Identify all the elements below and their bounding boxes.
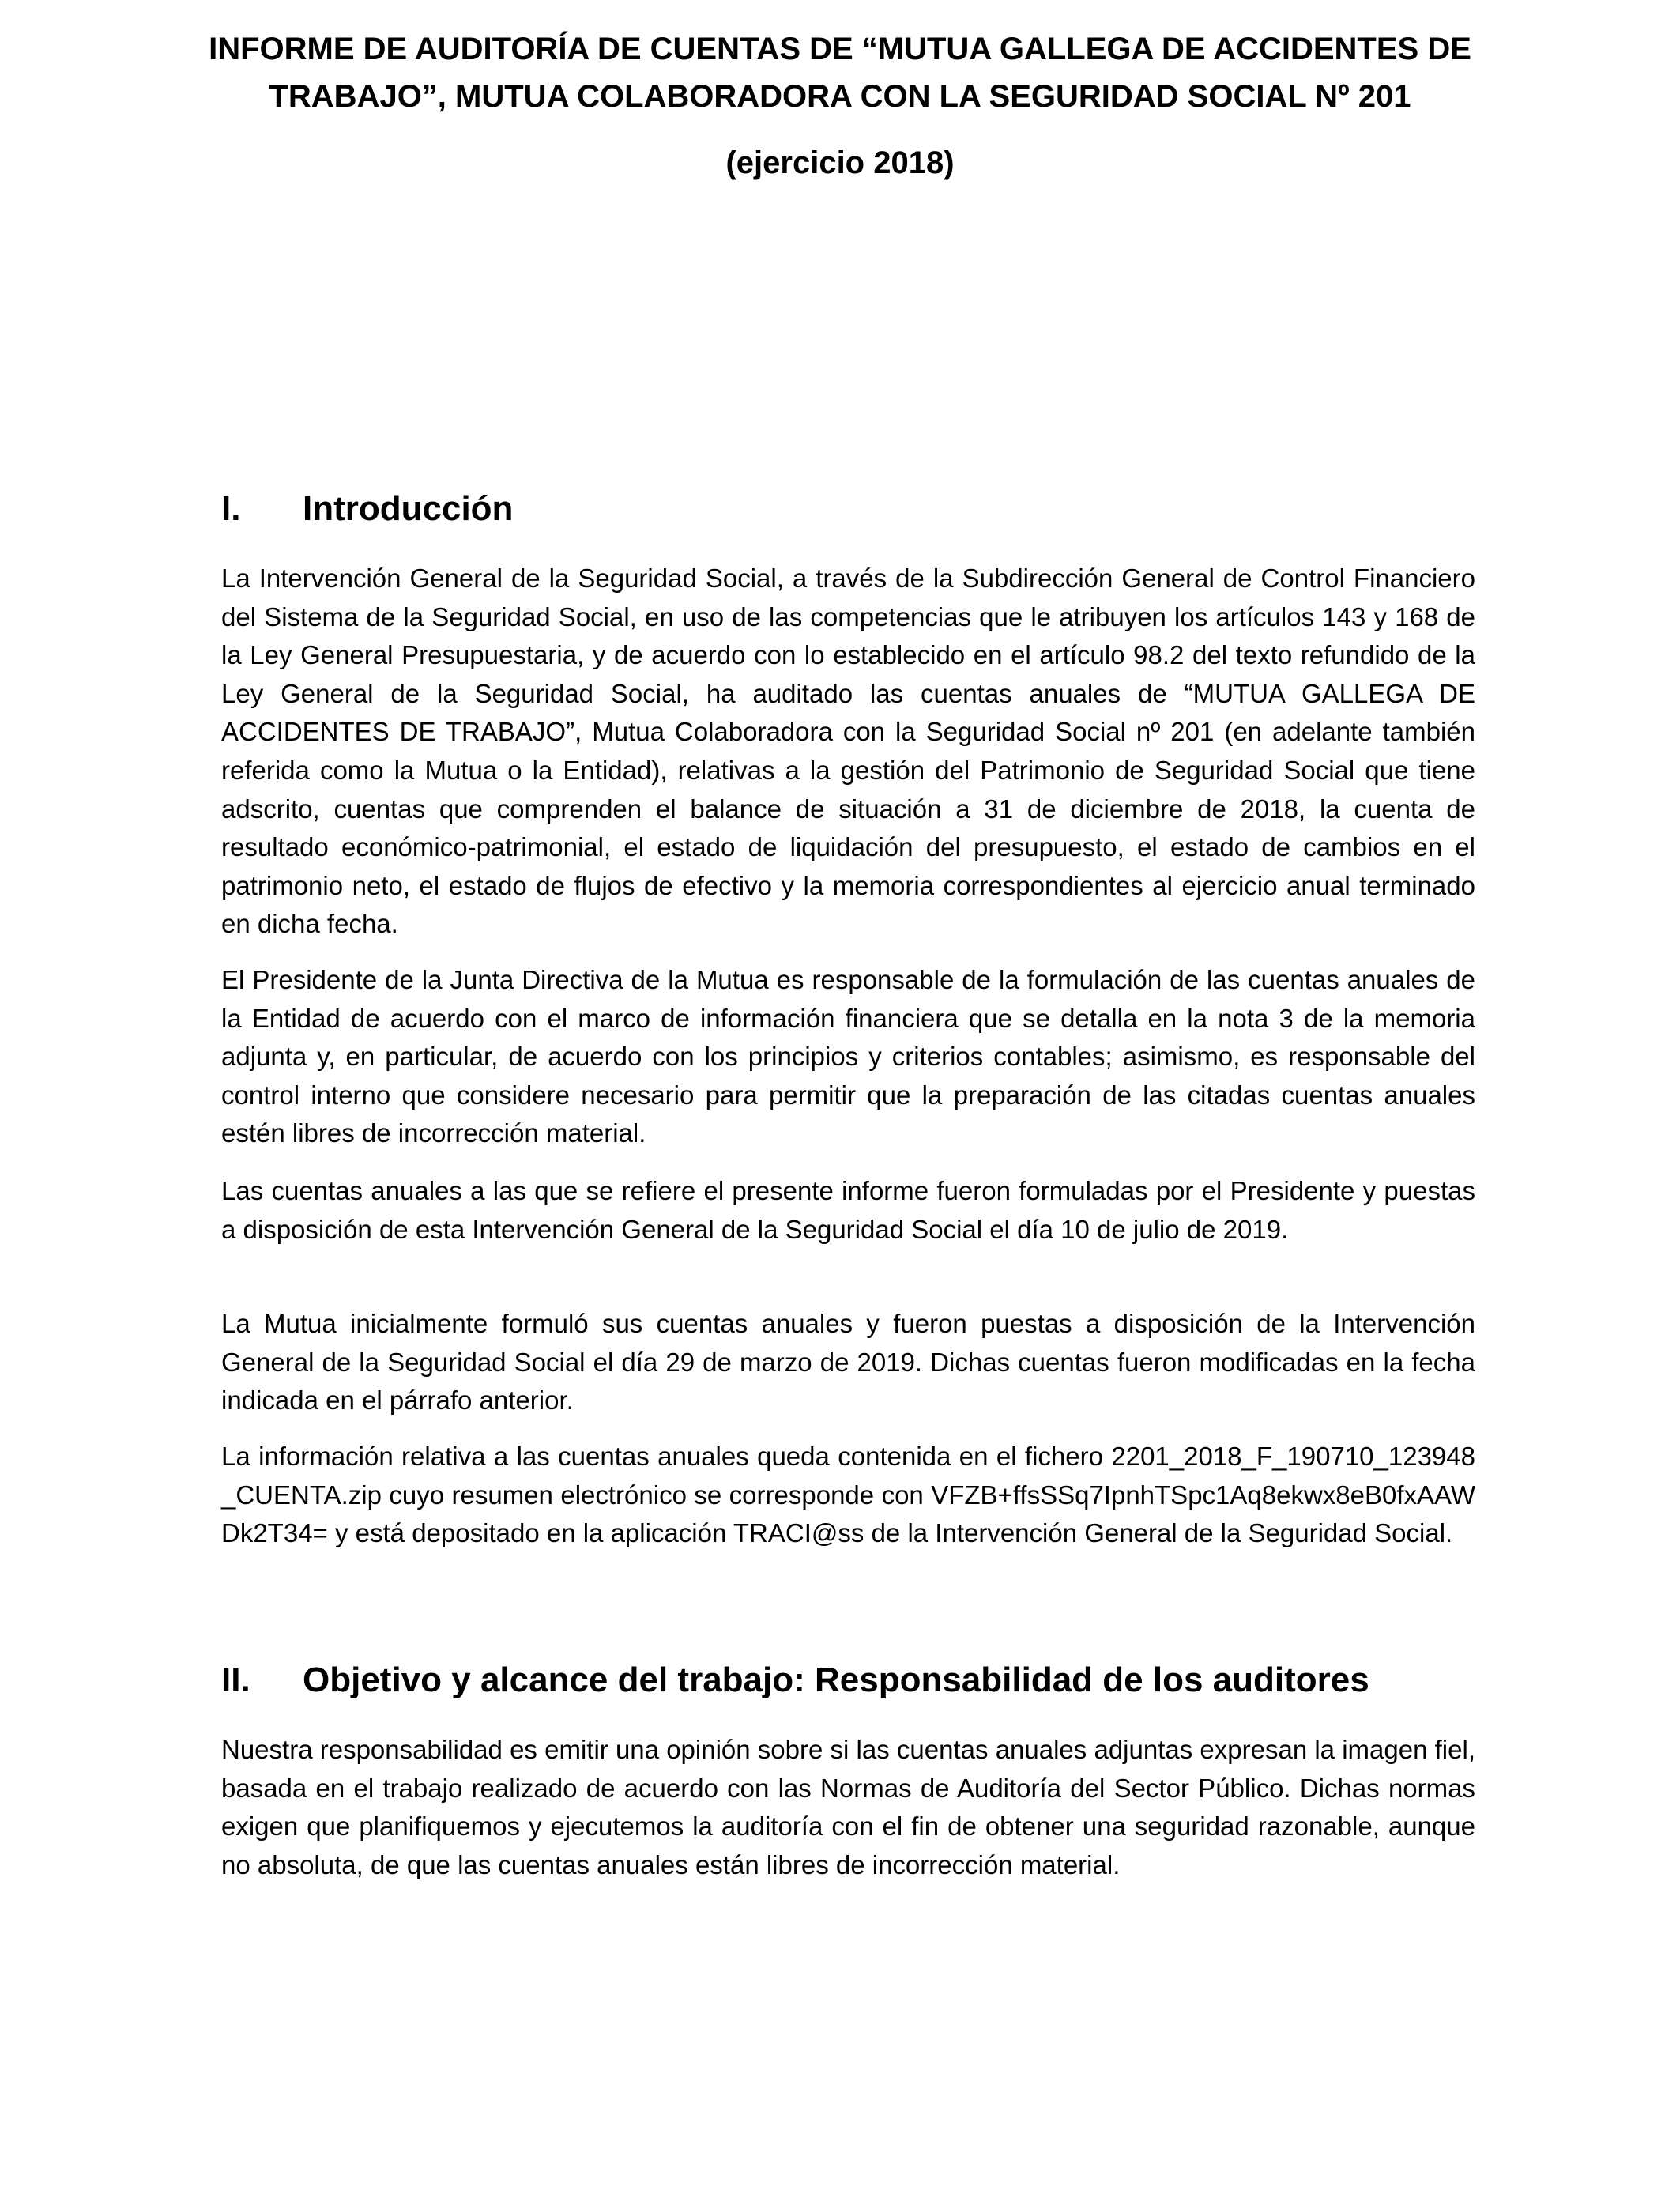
report-title: INFORME DE AUDITORÍA DE CUENTAS DE “MUTUA GALLEGA DE ACCIDENTES DE TRABAJO”, MUTUA COLABORADORA CON LA SEGURIDAD SOCIAL Nº 201 bbox=[209, 32, 1471, 114]
paragraph-intro-responsibility: El Presidente de la Junta Directiva de la Mutua es responsable de la formulación de las cuentas anuales de la Entidad de acuerdo con el marco de información financiera que se detalla en la nota 3 de la memoria adjunta y, en particular, de acuerdo con los principios y criterios contables; asimismo, es responsable del control interno que considere necesario para permitir que la preparación de las citadas cuentas anuales estén libres de incorrección material. bbox=[221, 965, 1475, 1148]
paragraph-intro-initial-formulation: La Mutua inicialmente formuló sus cuentas anuales y fueron puestas a disposición de la Intervención General de la Seguridad Social el día 29 de marzo de 2019. Dichas cuentas fueron modificadas en la fecha indicada en el párrafo anterior. bbox=[221, 1309, 1475, 1416]
section-heading-objetivo bbox=[221, 1658, 1369, 1702]
report-fiscal-year: (ejercicio 2018) bbox=[725, 145, 955, 180]
paragraph-objetivo-responsibility: Nuestra responsabilidad es emitir una opinión sobre si las cuentas anuales adjuntas expresan la imagen fiel, basada en el trabajo realizado de acuerdo con las Normas de Auditoría del Sector Público. Dichas normas exigen que planifiquemos y ejecutemos la auditoría con el fin de obtener una seguridad razonable, aunque no absoluta, de que las cuentas anuales están libres de incorrección material. bbox=[221, 1735, 1475, 1879]
section-heading-introduccion bbox=[221, 487, 513, 531]
paragraph-intro-file-hash: La información relativa a las cuentas anuales queda contenida en el fichero 2201_2018_F_190710_123948_CUENTA.zip cuyo resumen electrónico se corresponde con VFZB+ffsSSq7IpnhTSpc1Aq8ekwx8eB0fxAAWDk2T34= y está depositado en la aplicación TRACI@ss de la Intervención General de la Seguridad Social. bbox=[221, 1442, 1475, 1548]
paragraph-intro-formulation-date: Las cuentas anuales a las que se refiere el presente informe fueron formuladas por el Presidente y puestas a disposición de esta Intervención General de la Seguridad Social el día 10 de julio de 2019. bbox=[221, 1176, 1475, 1244]
section-title: Objetivo y alcance del trabajo: Responsabilidad de los auditores bbox=[303, 1661, 1369, 1699]
paragraph-intro-scope: La Intervención General de la Seguridad Social, a través de la Subdirección General de Control Financiero del Sistema de la Seguridad Social, en uso de las competencias que le atribuyen los artículos 143 y 168 de la Ley General Presupuestaria, y de acuerdo con lo establecido en el artículo 98.2 del texto refundido de la Ley General de la Seguridad Social, ha auditado las cuentas anuales de “MUTUA GALLEGA DE ACCIDENTES DE TRABAJO”, Mutua Colaboradora con la Seguridad Social nº 201 (en adelante también referida como la Mutua o la Entidad), relativas a la gestión del Patrimonio de Seguridad Social que tiene adscrito, cuentas que comprenden el balance de situación a 31 de diciembre de 2018, la cuenta de resultado económico-patrimonial, el estado de liquidación del presupuesto, el estado de cambios en el patrimonio neto, el estado de flujos de efectivo y la memoria correspondientes al ejercicio anual terminado en dicha fecha. bbox=[221, 564, 1475, 939]
section-number: I. bbox=[221, 489, 241, 528]
section-number: II. bbox=[221, 1661, 250, 1699]
section-title: Introducción bbox=[303, 489, 514, 528]
